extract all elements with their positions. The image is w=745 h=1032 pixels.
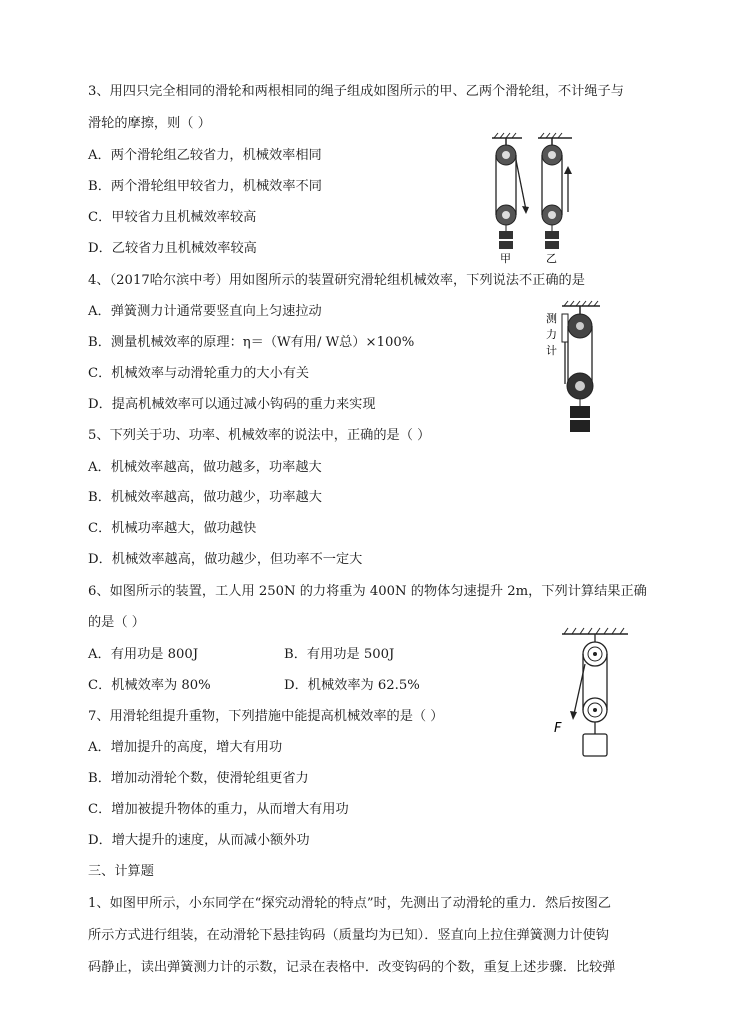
q6-stem-line1: 6、如图所示的装置，工人用 250N 的力将重为 400N 的物体匀速提升 2m，下列计算结果正确 [88,584,647,599]
q4-option-c: C．机械效率与动滑轮重力的大小有关 [88,366,310,381]
q3-option-d: D．乙较省力且机械效率较高 [88,241,257,256]
q5-option-c: C．机械功率越大，做功越快 [88,521,257,536]
q4-figure-label-ce: 测 [546,312,557,325]
q4-figure-label-ji: 计 [546,344,557,357]
q3-pulley-figure [486,130,586,270]
calc-q1-line2: 所示方式进行组装，在动滑轮下悬挂钩码（质量均为已知）．竖直向上拉住弹簧测力计使钩 [88,928,609,943]
q6-option-a: A．有用功是 800J [88,647,199,662]
section-heading-calculation: 三、计算题 [88,864,154,879]
q6-option-d: D．机械效率为 62.5% [284,678,420,693]
q5-stem: 5、下列关于功、功率、机械效率的说法中，正确的是（ ） [88,428,431,443]
q4-pulley-figure [534,296,604,441]
q3-figure-label-yi: 乙 [546,252,557,265]
q5-option-a: A．机械效率越高，做功越多，功率越大 [88,460,322,475]
q3-stem-line1: 3、用四只完全相同的滑轮和两根相同的绳子组成如图所示的甲、乙两个滑轮组，不计绳子与 [88,84,624,99]
q5-option-d: D．机械效率越高，做功越少，但功率不一定大 [88,552,363,567]
q7-option-a: A．增加提升的高度，增大有用功 [88,740,283,755]
q3-option-b: B．两个滑轮组甲较省力，机械效率不同 [88,179,322,194]
q3-figure-label-jia: 甲 [500,252,511,265]
q6-figure-force-label: F [554,721,562,736]
q6-option-c: C．机械效率为 80% [88,678,211,693]
q4-figure-label-li: 力 [546,328,557,341]
q7-option-c: C．增加被提升物体的重力，从而增大有用功 [88,802,349,817]
q3-option-c: C．甲较省力且机械效率较高 [88,210,257,225]
q6-pulley-figure [540,622,640,767]
q3-option-a: A．两个滑轮组乙较省力，机械效率相同 [88,148,322,163]
q7-option-d: D．增大提升的速度，从而减小额外功 [88,833,310,848]
q4-option-a: A．弹簧测力计通常要竖直向上匀速拉动 [88,304,322,319]
q7-option-b: B．增加动滑轮个数，使滑轮组更省力 [88,771,309,786]
q5-option-b: B．机械效率越高，做功越少，功率越大 [88,490,322,505]
q7-stem: 7、用滑轮组提升重物，下列措施中能提高机械效率的是（ ） [88,709,444,724]
q4-option-b: B．测量机械效率的原理：η＝（W有用/ W总）×100% [88,335,415,350]
q6-stem-line2: 的是（ ） [88,615,145,630]
calc-q1-line1: 1、如图甲所示，小东同学在“探究动滑轮的特点”时，先测出了动滑轮的重力．然后按图乙 [88,896,611,911]
q3-stem-line2: 滑轮的摩擦，则（ ） [88,116,211,131]
q4-stem: 4、（2017哈尔滨中考）用如图所示的装置研究滑轮组机械效率，下列说法不正确的是 [88,273,585,288]
calc-q1-line3: 码静止，读出弹簧测力计的示数，记录在表格中．改变钩码的个数，重复上述步骤．比较弹 [88,960,616,975]
q6-option-b: B．有用功是 500J [284,647,395,662]
q4-option-d: D．提高机械效率可以通过减小钩码的重力来实现 [88,397,376,412]
